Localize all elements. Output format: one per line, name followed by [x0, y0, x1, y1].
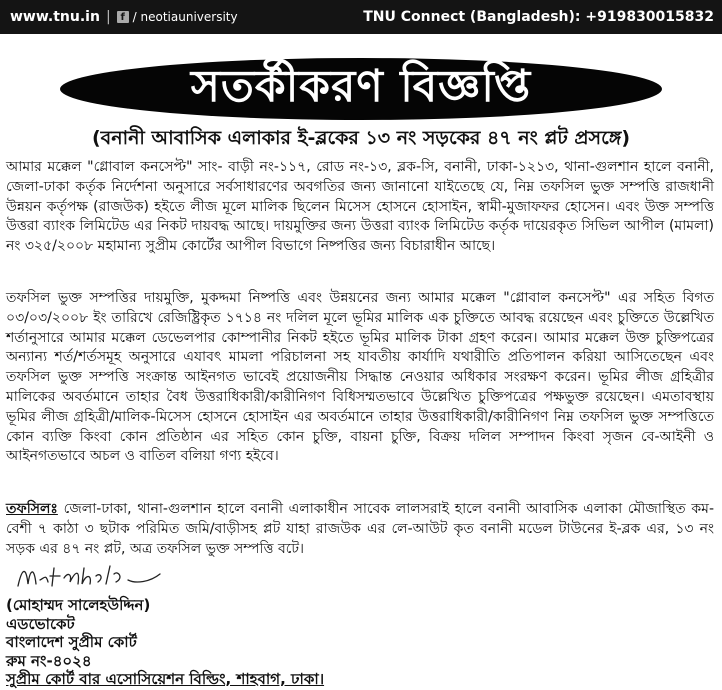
notice-paragraph-1: আমার মক্কেল "গ্লোবাল কনসেপ্ট" সাং- বাড়ী নং-১১৭, রোড নং-১৩, ব্লক-সি, বনানী, ঢাকা-১২১৩, থানা-গুলশান হালে বনানী, জেলা-ঢাকা কর্তৃক নির্দেশনা অনুসারে সর্বসাধারণের অবগতির জন্য জানানো যাইতেছে যে, নিম্ন তফসিল ভুক্ত সম্পত্তি রাজধানী উন্নয়ন কর্তৃপক্ষ (রাজউক) হইতে লীজ মূলে মালিক ছিলেন মিসেস হোসনে হোসাইন, স্বামী-মুজাফফর হোসেন। এবং উক্ত সম্পত্তি উত্তরা ব্যাংক লিমিটেড এর নিকট দায়বদ্ধ আছে। দায়মুক্তির জন্য উত্তরা ব্যাংক লিমিটেড কর্তৃক দায়েরকৃত সিভিল আপীল (মামলা) নং ৩২৫/২০০৮ মহামান্য সুপ্রীম কোর্টের আপীল বিভাগে নিষ্পত্তির জন্য বিচারাধীন আছে। — [6, 159, 714, 255]
website-text: www.tnu.in — [10, 9, 100, 25]
signature-block — [6, 596, 526, 689]
notice-paragraph-2: তফসিল ভুক্ত সম্পত্তির দায়মুক্তি, মুকদ্দমা নিষ্পত্তি এবং উন্নয়নের জন্য আমার মক্কেল "গ্লোবাল কনসেপ্ট" এর সহিত বিগত ০৩/০৩/২০০৮ ইং তারিখে রেজিষ্ট্রিকৃত ১৭১৪ নং দলিল মূলে ভূমির মালিক এক চুক্তিতে আবদ্ধ রয়েছেন এবং চুক্তিতে উল্লেখিত শর্তানুসারে আমার মক্কেল ডেভেলপার কোম্পানীর নিকট হইতে ভূমির মালিক টাকা গ্রহণ করেন। আমার মক্কেল উক্ত চুক্তিপত্রের অন্যান্য শর্ত/শর্তসমূহ অনুসারে এযাবৎ মামলা পরিচালনা সহ যাবতীয় কার্যাদি যথারীতি প্রতিপালন করিয়া আসিতেছেন এবং তফসিল ভুক্ত সম্পত্তি সংক্রান্ত আইনগত ভাবেই প্রয়োজনীয় সিদ্ধান্ত নেওয়ার অধিকার সংরক্ষণ করেন। ভূমির লীজ গ্রহিত্রীর মালিকের অবর্তমানে তাহার বৈধ উত্তরাধিকারী/কারীনিগণ বিধিসম্মতভাবে উল্লেখিত চুক্তিপত্রের পক্ষভুক্ত রয়েছেন। এমতাবস্থায় ভূমির লীজ গ্রহিত্রী/মালিক-মিসেস হোসনে হোসাইন এর অবর্তমানে তাহার উত্তরাধিকারী/কারীনিগণ নিম্ন তফসিল ভুক্ত সম্পত্তিতে কোন ব্যক্তি কিংবা কোন প্রতিষ্ঠান এর সহিত কোন চুক্তি, বায়না চুক্তি, বিক্রয় দলিল সম্পাদন কিংবা সৃজন বে-আইনী ও আইনগতভাবে অচল ও বাতিল বলিয়া গণ্য হইবে। — [6, 290, 714, 465]
court-name: বাংলাদেশ সুপ্রীম কোর্ট — [6, 633, 137, 651]
social-handle: / neotiauniversity — [132, 10, 238, 24]
schedule-paragraph — [6, 500, 714, 559]
room-number: রুম নং-৪০২৪ — [6, 651, 92, 670]
handwritten-signature — [14, 560, 164, 594]
connect-phone: TNU Connect (Bangladesh): +919830015832 — [363, 9, 714, 25]
facebook-icon: f — [117, 11, 129, 23]
advocate-designation: এডভোকেট — [6, 614, 75, 633]
header-divider: | — [105, 9, 111, 25]
advocate-name: (মোহাম্মদ সালেহউদ্দিন) — [6, 596, 151, 614]
office-address: সুপ্রীম কোর্ট বার এসোসিয়েশন বিল্ডিং, শাহবাগ, ঢাকা। — [6, 670, 325, 688]
notice-title-banner — [60, 58, 662, 120]
schedule-text: জেলা-ঢাকা, থানা-গুলশান হালে বনানী এলাকাধীন সাবেক লালসরাই হালে বনানী আবাসিক এলাকা মৌজাস্থিত কম-বেশী ৭ কাঠা ৩ ছটাক পরিমিত জমি/বাড়ীসহ প্লট যাহা রাজউক এর লে-আউট কৃত বনানী মডেল টাউনের ই-ব্লক এর, ১৩ নং সড়ক এর ৪৭ নং প্লট, অত্র তফসিল ভুক্ত সম্পত্তি বটে। — [6, 501, 714, 557]
schedule-label: তফসিলঃ — [6, 501, 58, 517]
notice-title: সতর্কীকরণ বিজ্ঞপ্তি — [190, 60, 532, 112]
notice-subtitle: (বনানী আবাসিক এলাকার ই-ব্লকের ১৩ নং সড়কের ৪৭ নং প্লট প্রসঙ্গে) — [91, 127, 631, 149]
header-bar — [0, 0, 722, 34]
